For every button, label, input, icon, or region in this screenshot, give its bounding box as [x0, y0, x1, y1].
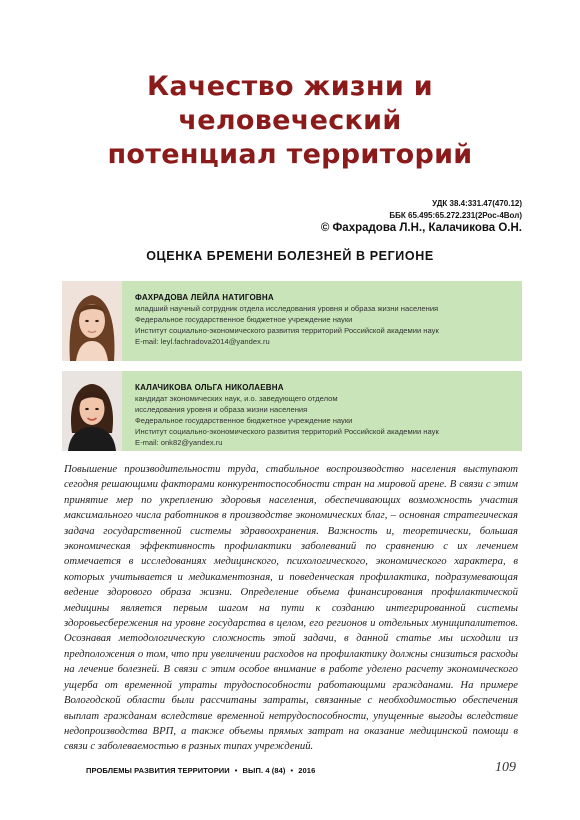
article-title: ОЦЕНКА БРЕМЕНИ БОЛЕЗНЕЙ В РЕГИОНЕ [146, 249, 434, 263]
author-info [135, 292, 516, 347]
author-institution: Институт социально-экономического развития территорий Российской академии наук [135, 326, 439, 335]
author-position: кандидат экономических наук, и.о. заведующего отделом [135, 394, 338, 403]
author-name: ФАХРАДОВА ЛЕЙЛА НАТИГОВНА [135, 293, 274, 302]
author-photo [62, 281, 122, 361]
author-position: младший научный сотрудник отдела исследования уровня и образа жизни населения [135, 304, 439, 313]
author-info [135, 382, 516, 448]
page-number: 109 [495, 760, 516, 775]
section-title-line-1: Качество жизни и человеческий [147, 71, 433, 136]
author-email: E-mail: onk82@yandex.ru [135, 438, 223, 447]
section-title-line-2: потенциал территорий [107, 139, 473, 170]
author-name: КАЛАЧИКОВА ОЛЬГА НИКОЛАЕВНА [135, 383, 284, 392]
author-email: E-mail: leyl.fachradova2014@yandex.ru [135, 337, 270, 346]
author-institution: Федеральное государственное бюджетное учреждение науки [135, 416, 353, 425]
author-card [62, 371, 522, 451]
classification-codes [389, 198, 522, 222]
copyright-authors: © Фахрадова Л.Н., Калачикова О.Н. [320, 222, 522, 234]
issue-number: ВЫП. 4 (84) [242, 766, 286, 775]
author-institution: Институт социально-экономического развития территорий Российской академии наук [135, 427, 439, 436]
author-photo [62, 371, 122, 451]
udk-code: УДК 38.4:331.47(470.12) [432, 199, 522, 208]
abstract: Повышение производительности труда, стабильное воспроизводство населения выступают сегодня решающими факторами конкурентоспособности стран на мировой арене. В связи с этим принятие мер по укреплению здоровья населения, обеспечивающих возможность участия максимального числа работников в производстве экономических благ, – основная стратегическая задача государственной системы здравоохранения. Важность и, теоретически, большая экономическая эффективность профилактики заболеваний по сравнению с их лечением отмечается в исследованиях медицинского, психологического, экономического характера, в которых учитывается и медикаментозная, и поведенческая профилактика, подразумевающая ведение здорового образа жизни. Определение объема финансирования профилактической медицины является первым шагом на пути к созданию интегрированной системы здоровьесбережения на уровне государства в целом, его регионов и отдельных муниципалитетов. Осознавая методологическую сложность этой задачи, в данной статье мы исходили из предположения о том, что при увеличении расходов на профилактику должны снизиться расходы на лечение болезней. В связи с этим особое внимание в работе уделено расчету экономического ущерба от временной утраты трудоспособности работающими гражданами. На примере Вологодской области были рассчитаны затраты, связанные с необходимостью обеспечения выплат гражданам вследствие временной нетрудоспособности, упущенные выгоды вследствие недопроизводства ВРП, а также объемы прямых затрат на оказание медицинской помощи в связи с заболеваемостью в разных типах учреждений. [64, 463, 518, 753]
running-footer [86, 766, 315, 775]
publication-year: 2016 [298, 766, 316, 775]
separator: • [234, 766, 238, 775]
separator: • [290, 766, 294, 775]
journal-name: ПРОБЛЕМЫ РАЗВИТИЯ ТЕРРИТОРИИ [86, 766, 230, 775]
author-institution: Федеральное государственное бюджетное учреждение науки [135, 315, 353, 324]
bbk-code: ББК 65.495:65.272.231(2Рос-4Вол) [389, 211, 522, 220]
author-card [62, 281, 522, 361]
section-title [40, 70, 540, 172]
author-position: исследования уровня и образа жизни населения [135, 405, 308, 414]
